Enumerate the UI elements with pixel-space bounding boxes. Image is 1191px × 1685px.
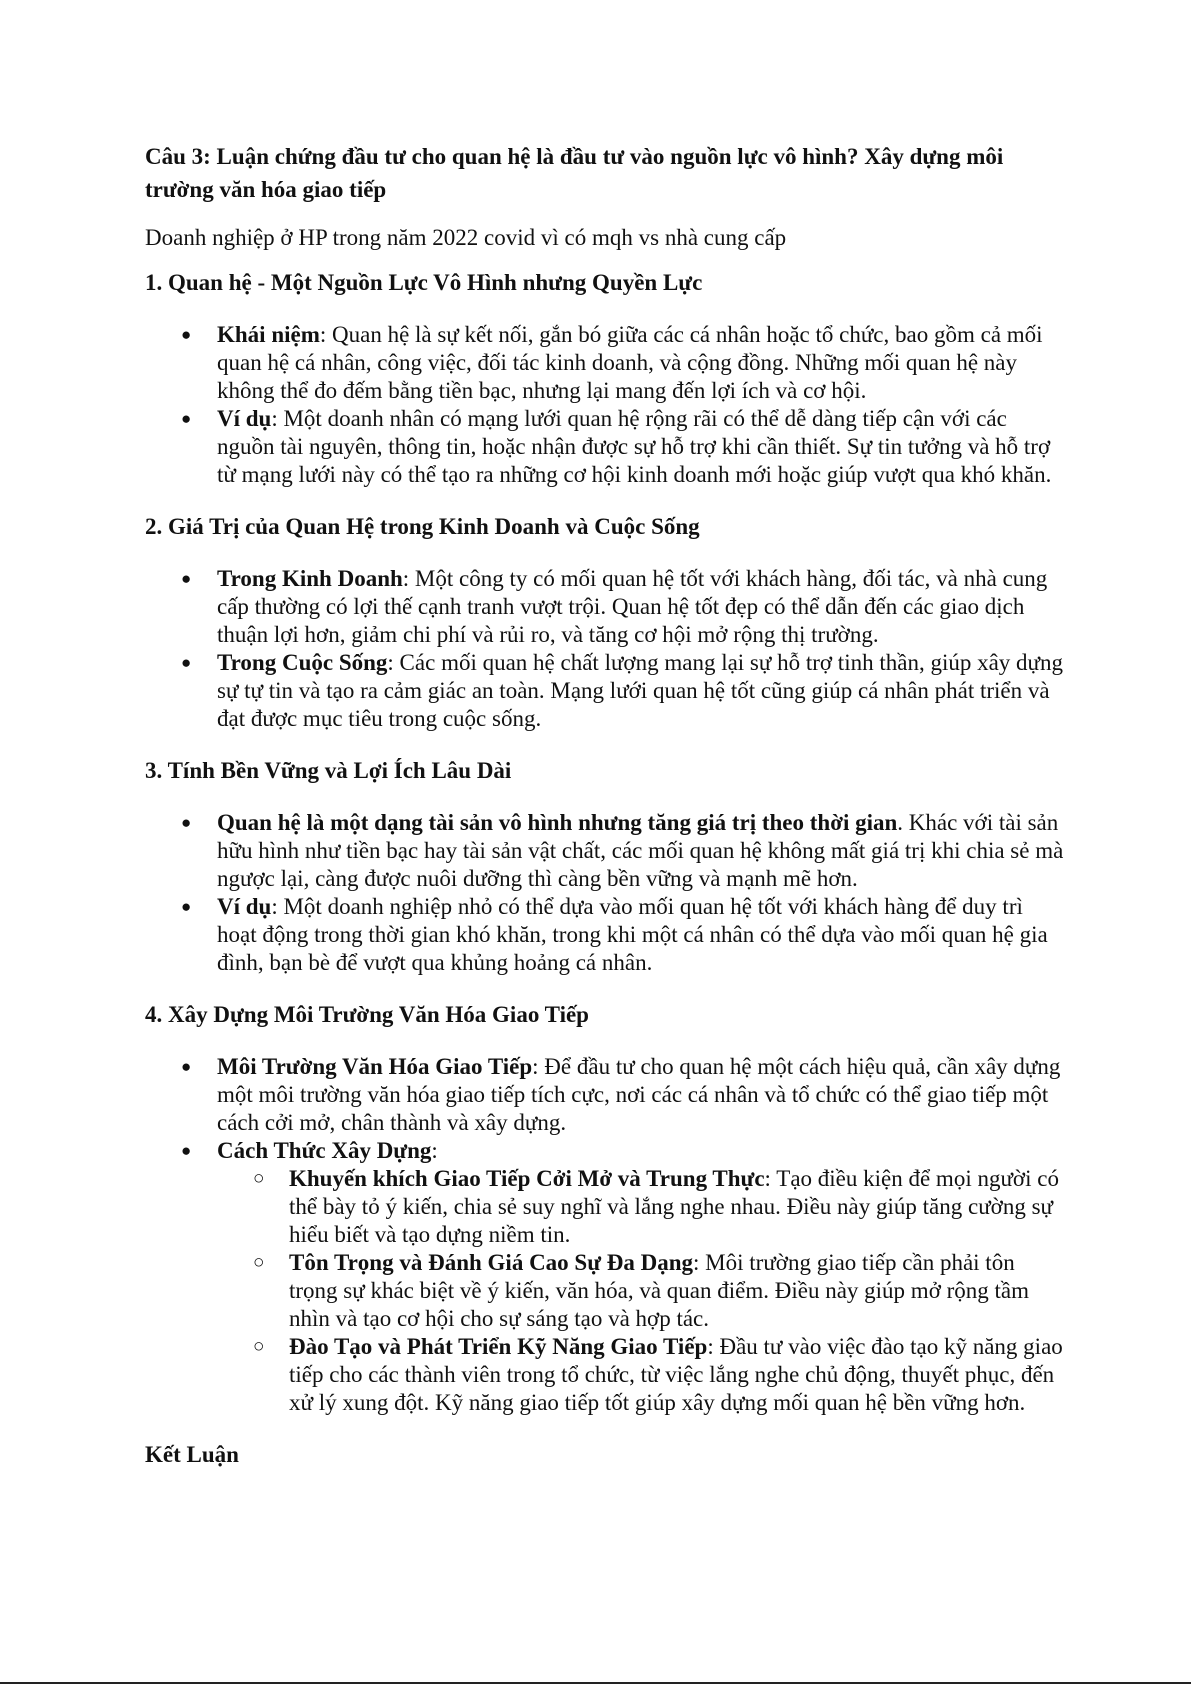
item-text: . Khác với tài sản hữu hình như tiền bạc hay tài sản vật chất, các mối quan hệ không mất giá trị khi chia sẻ mà ngược lại, càng được nuôi dưỡng thì càng bền vững và mạnh mẽ hơn. — [217, 810, 1064, 891]
item-term: Quan hệ là một dạng tài sản vô hình nhưng tăng giá trị theo thời gian — [217, 810, 898, 835]
hollow-bullet-icon: ○ — [253, 1252, 265, 1273]
item-term: Trong Cuộc Sống — [217, 650, 388, 675]
item-text: : Quan hệ là sự kết nối, gắn bó giữa các cá nhân hoặc tổ chức, bao gồm cả mối quan hệ cá nhân, công việc, đối tác kinh doanh, và cộng đồng. Những mối quan hệ này không thể đo đếm bằng tiền bạc, nhưng lại mang đến lợi ích và cơ hội. — [217, 322, 1043, 403]
section-1-list — [145, 321, 1065, 489]
hollow-bullet-icon: ○ — [253, 1336, 265, 1357]
item-term: Khái niệm — [217, 322, 320, 347]
bullet-icon: ● — [181, 897, 192, 916]
list-item — [145, 809, 1065, 893]
section-4-list — [145, 1053, 1065, 1417]
intro-paragraph: Doanh nghiệp ở HP trong năm 2022 covid vì có mqh vs nhà cung cấp — [145, 225, 787, 250]
conclusion-heading: Kết Luận — [145, 1442, 239, 1467]
bullet-icon: ● — [181, 653, 192, 672]
item-term: Đào Tạo và Phát Triển Kỹ Năng Giao Tiếp — [289, 1334, 708, 1359]
section-heading-3: 3. Tính Bền Vững và Lợi Ích Lâu Dài — [145, 758, 512, 783]
item-term: Khuyến khích Giao Tiếp Cởi Mở và Trung Thực — [289, 1166, 765, 1191]
item-term: Ví dụ — [217, 894, 272, 919]
list-item — [145, 893, 1065, 977]
item-text: : Môi trường giao tiếp cần phải tôn trọng sự khác biệt về ý kiến, văn hóa, và quan điểm. Điều này giúp mở rộng tầm nhìn và tạo cơ hội cho sự sáng tạo và hợp tác. — [289, 1250, 1030, 1331]
bullet-icon: ● — [181, 409, 192, 428]
section-2-list — [145, 565, 1065, 733]
item-term: Cách Thức Xây Dựng — [217, 1138, 432, 1163]
item-text: : — [431, 1138, 438, 1163]
document-page — [145, 140, 1065, 1493]
item-term: Môi Trường Văn Hóa Giao Tiếp — [217, 1054, 533, 1079]
list-item — [145, 649, 1065, 733]
bullet-icon: ● — [181, 569, 192, 588]
sub-list-item — [217, 1165, 1065, 1249]
item-text: : Tạo điều kiện để mọi người có thể bày tỏ ý kiến, chia sẻ suy nghĩ và lắng nghe nhau. Điều này giúp tăng cường sự hiểu biết và tạo dựng niềm tin. — [289, 1166, 1059, 1247]
item-term: Trong Kinh Doanh — [217, 566, 403, 591]
bullet-icon: ● — [181, 1057, 192, 1076]
item-text: : Để đầu tư cho quan hệ một cách hiệu quả, cần xây dựng một môi trường văn hóa giao tiếp tích cực, nơi các cá nhân và tổ chức có thể giao tiếp một cách cởi mở, chân thành và xây dựng. — [217, 1054, 1061, 1135]
section-heading-2: 2. Giá Trị của Quan Hệ trong Kinh Doanh và Cuộc Sống — [145, 514, 700, 539]
sub-list-item — [217, 1249, 1065, 1333]
item-term: Tôn Trọng và Đánh Giá Cao Sự Đa Dạng — [289, 1250, 694, 1275]
item-text: : Một công ty có mối quan hệ tốt với khách hàng, đối tác, và nhà cung cấp thường có lợi thế cạnh tranh vượt trội. Quan hệ tốt đẹp có thể dẫn đến các giao dịch thuận lợi hơn, giảm chi phí và rủi ro, và tăng cơ hội mở rộng thị trường. — [217, 566, 1048, 647]
hollow-bullet-icon: ○ — [253, 1168, 265, 1189]
list-item — [145, 1137, 1065, 1417]
list-item — [145, 405, 1065, 489]
item-text: : Các mối quan hệ chất lượng mang lại sự hỗ trợ tinh thần, giúp xây dựng sự tự tin và tạo ra cảm giác an toàn. Mạng lưới quan hệ tốt cũng giúp cá nhân phát triển và đạt được mục tiêu trong cuộc sống. — [217, 650, 1064, 731]
item-text: : Một doanh nghiệp nhỏ có thể dựa vào mối quan hệ tốt với khách hàng để duy trì hoạt động trong thời gian khó khăn, trong khi một cá nhân có thể dựa vào mối quan hệ gia đình, bạn bè để vượt qua khủng hoảng cá nhân. — [217, 894, 1048, 975]
item-text: : Một doanh nhân có mạng lưới quan hệ rộng rãi có thể dễ dàng tiếp cận với các nguồn tài nguyên, thông tin, hoặc nhận được sự hỗ trợ khi cần thiết. Sự tin tưởng và hỗ trợ từ mạng lưới này có thể tạo ra những cơ hội kinh doanh mới hoặc giúp vượt qua khó khăn. — [217, 406, 1052, 487]
item-term: Ví dụ — [217, 406, 272, 431]
list-item — [145, 1053, 1065, 1137]
section-heading-4: 4. Xây Dựng Môi Trường Văn Hóa Giao Tiếp — [145, 1002, 589, 1027]
bullet-icon: ● — [181, 1141, 192, 1160]
page-bottom-divider — [0, 1682, 1191, 1684]
bullet-icon: ● — [181, 325, 192, 344]
section-3-list — [145, 809, 1065, 977]
list-item — [145, 565, 1065, 649]
item-text: : Đầu tư vào việc đào tạo kỹ năng giao tiếp cho các thành viên trong tổ chức, từ việc lắng nghe chủ động, thuyết phục, đến xử lý xung đột. Kỹ năng giao tiếp tốt giúp xây dựng mối quan hệ bền vững hơn. — [289, 1334, 1063, 1415]
document-title: Câu 3: Luận chứng đầu tư cho quan hệ là đầu tư vào nguồn lực vô hình? Xây dựng môi trường văn hóa giao tiếp — [145, 144, 1004, 202]
sub-list — [217, 1165, 1065, 1417]
sub-list-item — [217, 1333, 1065, 1417]
bullet-icon: ● — [181, 813, 192, 832]
section-heading-1: 1. Quan hệ - Một Nguồn Lực Vô Hình nhưng Quyền Lực — [145, 270, 703, 295]
list-item — [145, 321, 1065, 405]
